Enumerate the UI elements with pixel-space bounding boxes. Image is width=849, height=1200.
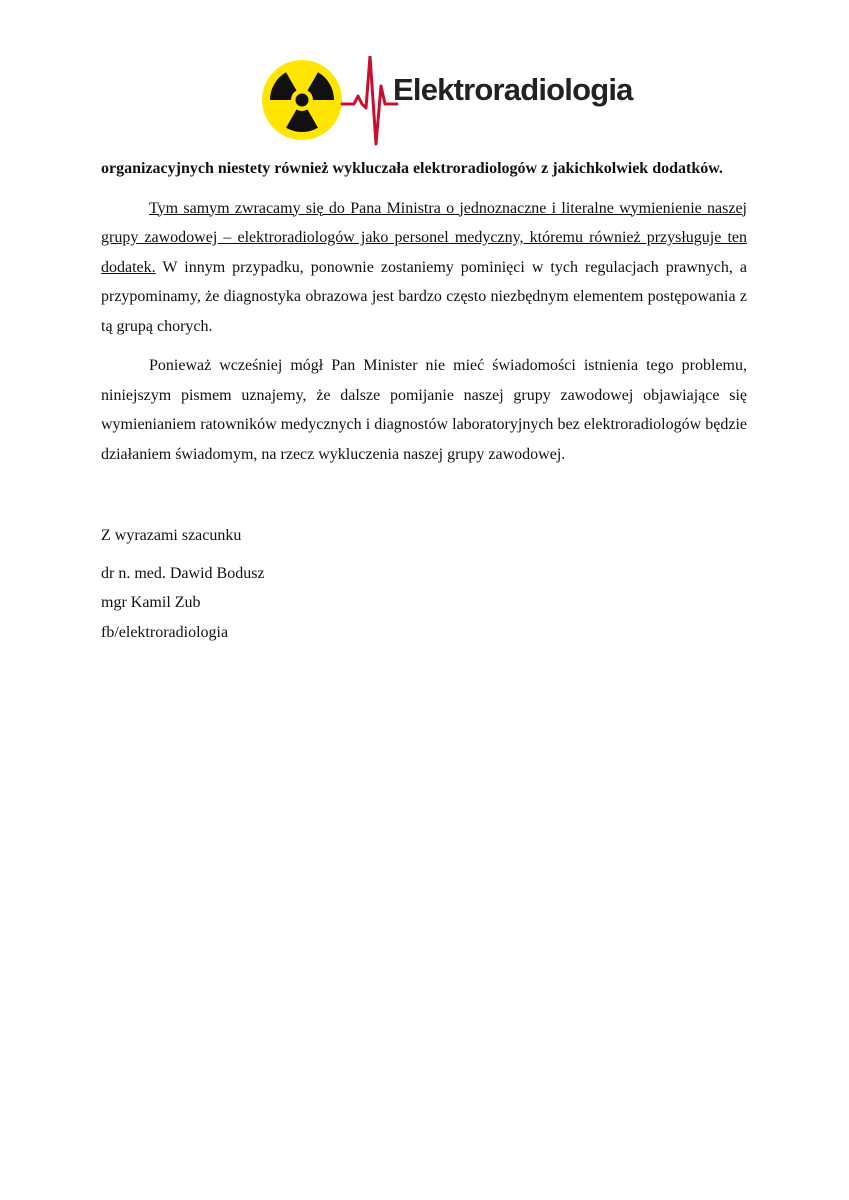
signature-block [101,559,747,648]
signatory-name: mgr Kamil Zub [101,594,201,611]
logo-text: Elektroradiologia [393,72,633,107]
pulse-line [342,56,397,144]
facebook-handle: fb/elektroradiologia [101,623,229,641]
paragraph-continuation: organizacyjnych niestety również wykluczała elektroradiologów z jakichkolwiek dodatków. [101,160,723,177]
request-rest: W innym przypadku, ponownie zostaniemy pominięci w tych regulacjach prawnych, a przypominamy, że diagnostyka obrazowa jest bardzo często niezbędnym elementem postępowania z tą grupą chorych. [101,258,747,335]
logo [262,56,633,148]
signatory-name: dr n. med. Dawid Bodusz [101,564,265,582]
underlined-request: Tym samym zwracamy się do Pana Ministra o jednoznaczne i literalne wymienienie naszej grupy zawodowej – elektroradiologów jako personel medyczny, któremu również przysługuje ten dodatek. [101,199,747,276]
closing-salutation: Z wyrazami szacunku [101,527,242,544]
paragraph-request [101,194,747,342]
letter-body [101,154,747,647]
paragraph-warning: Ponieważ wcześniej mógł Pan Minister nie mieć świadomości istnienia tego problemu, niniejszym pismem uznajemy, że dalsze pomijanie naszej grupy zawodowej objawiające się wymienianiem ratowników medycznych i diagnostów laboratoryjnych bez elektroradiologów będzie działaniem świadomym, na rzecz wykluczenia naszej grupy zawodowej. [101,357,747,463]
